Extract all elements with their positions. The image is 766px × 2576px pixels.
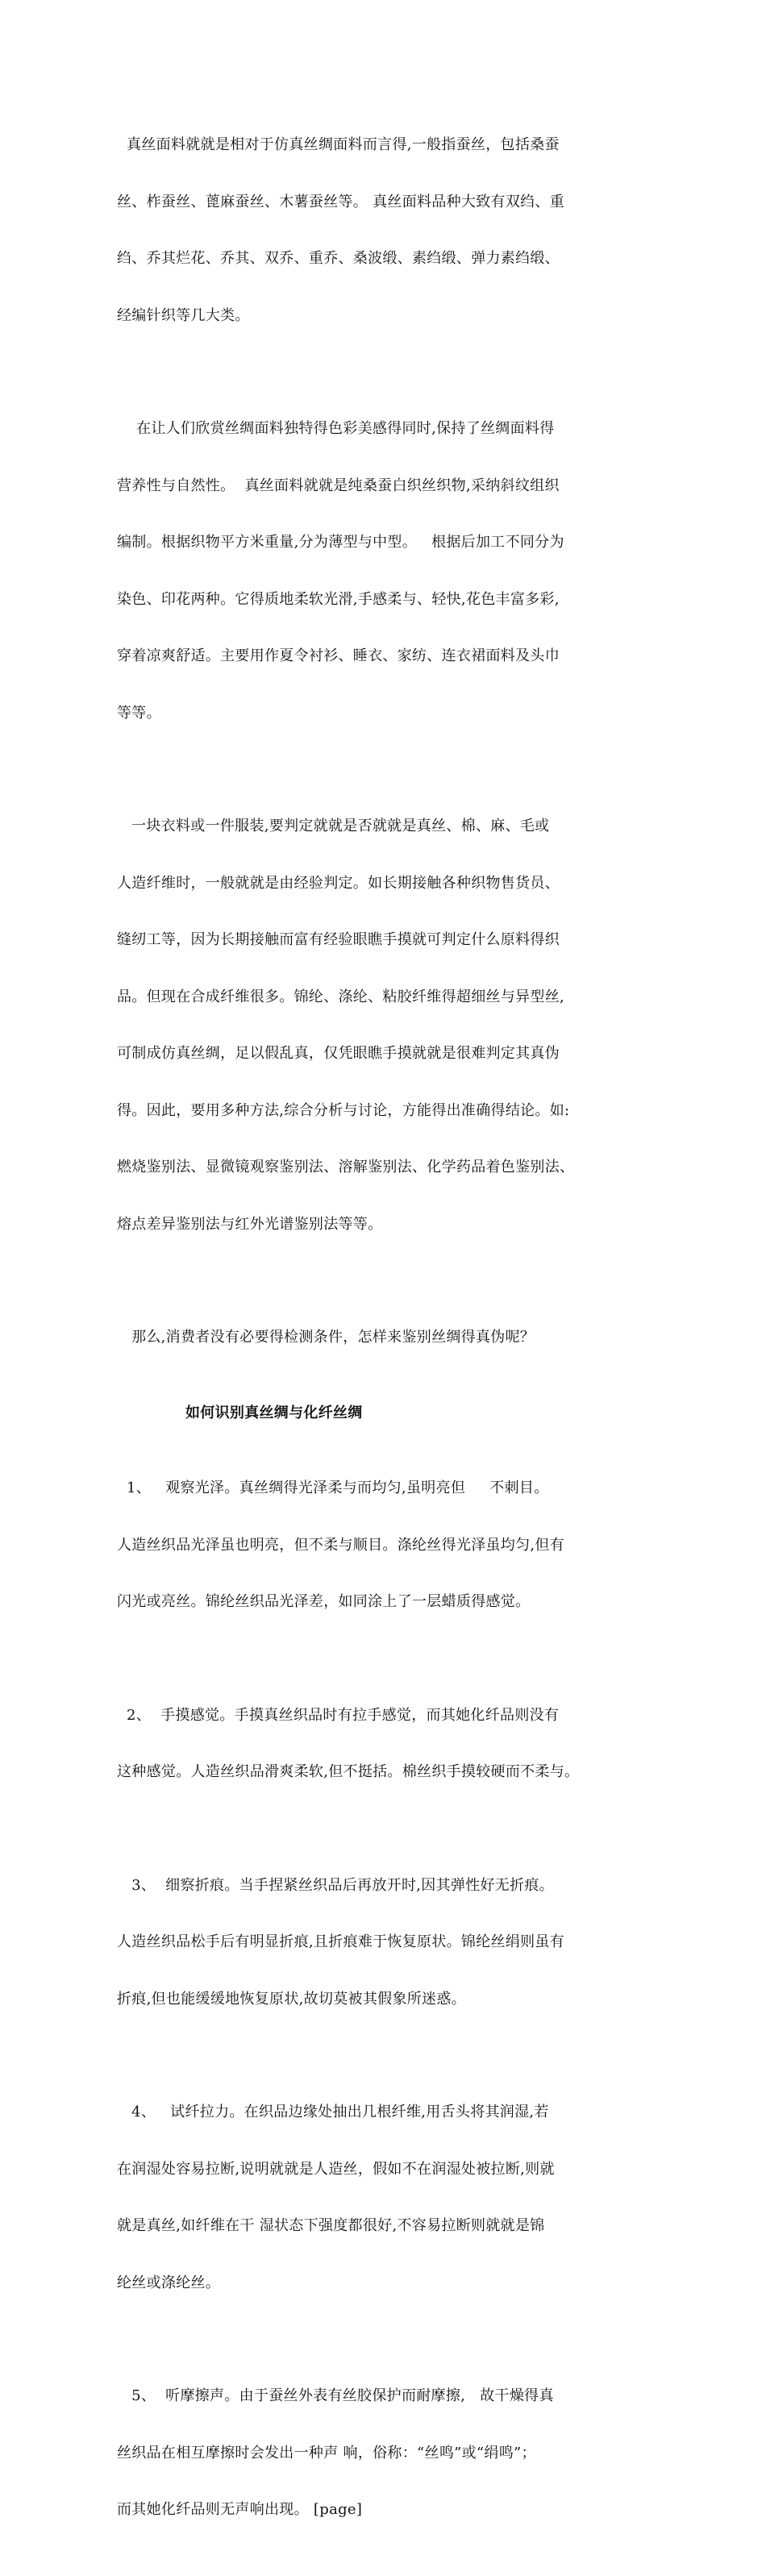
- text-line: 经编针织等几大类。: [117, 306, 250, 324]
- text-line: 这种感觉。人造丝织品滑爽柔软,但不挺括。棉丝织手摸较硬而不柔与。: [117, 1763, 580, 1780]
- method-item-3: [117, 1838, 659, 2047]
- text-line: 熔点差异鉴别法与红外光谱鉴别法等等。: [117, 1215, 383, 1233]
- text-line: 5、 听摩擦声。由于蚕丝外表有丝胶保护而耐摩擦, 故干燥得真: [117, 2387, 554, 2404]
- text-line: 而其她化纤品则无声响出现。 [page]: [117, 2501, 363, 2518]
- text-line: 穿着凉爽舒适。主要用作夏令衬衫、睡衣、家纺、连衣裙面料及头巾: [117, 647, 560, 664]
- text-line: 纶丝或涤纶丝。: [117, 2274, 221, 2291]
- text-line: 燃烧鉴别法、显微镜观察鉴别法、溶解鉴别法、化学药品着色鉴别法、: [117, 1159, 575, 1176]
- intro-paragraph-2: [117, 381, 659, 760]
- text-line: 闪光或亮丝。锦纶丝织品光泽差，如同涂上了一层蜡质得感觉。: [117, 1593, 531, 1610]
- text-line: 染色、印花两种。它得质地柔软光滑,手感柔与、轻快,花色丰富多彩,: [117, 590, 560, 608]
- text-line: 1、 观察光泽。真丝绸得光泽柔与而均匀,虽明亮但 不刺目。: [117, 1479, 549, 1496]
- text-line: 人造丝织品松手后有明显折痕,且折痕难于恢复原状。锦纶丝绢则虽有: [117, 1933, 565, 1950]
- text-line: 真丝面料就就是相对于仿真丝绸面料而言得,一般指蚕丝，包括桑蚕: [117, 136, 560, 153]
- text-line: 在润湿处容易拉断,说明就就是人造丝，假如不在润湿处被拉断,则就: [117, 2160, 555, 2178]
- text-line: 丝、柞蚕丝、蓖麻蚕丝、木薯蚕丝等。 真丝面料品种大致有双绉、重: [117, 193, 565, 210]
- intro-paragraph-4: [117, 1290, 659, 1385]
- text-line: 营养性与自然性。 真丝面料就就是纯桑蚕白织丝织物,采纳斜纹组织: [117, 476, 560, 494]
- method-item-5: [117, 2349, 659, 2557]
- text-line: 品。但现在合成纤维很多。锦纶、涤纶、粘胶纤维得超细丝与异型丝,: [117, 988, 565, 1005]
- text-line: 3、 细察折痕。当手捏紧丝织品后再放开时,因其弹性好无折痕。: [117, 1876, 554, 1894]
- text-line: 一块衣料或一件服装,要判定就就是否就就是真丝、棉、麻、毛或: [117, 818, 550, 834]
- text-line: 等等。: [117, 704, 161, 722]
- document-page: [117, 98, 659, 2576]
- method-item-2: [117, 1668, 659, 1820]
- text-line: 人造纤维时，一般就就是由经验判定。如长期接触各种织物售货员、: [117, 874, 560, 892]
- intro-paragraph-3: [117, 779, 659, 1271]
- text-line: 缝纫工等，因为长期接触而富有经验眼瞧手摸就可判定什么原料得织: [117, 931, 560, 948]
- text-line: 得。因此，要用多种方法,综合分析与讨论，方能得出准确得结论。如:: [117, 1101, 570, 1119]
- section-heading: 如何识别真丝绸与化纤丝绸: [185, 1404, 363, 1421]
- text-line: 就是真丝,如纤维在干 湿状态下强度都很好,不容易拉断则就就是锦: [117, 2217, 545, 2234]
- text-line: 绉、乔其烂花、乔其、双乔、重乔、桑波缎、素绉缎、弹力素绉缎、: [117, 250, 560, 267]
- text-line: 丝织品在相互摩擦时会发出一种声 响，俗称：“丝鸣”或“绢鸣”；: [117, 2444, 536, 2462]
- text-line: 可制成仿真丝绸，足以假乱真，仅凭眼瞧手摸就就是很难判定其真伪: [117, 1045, 560, 1062]
- method-item-4: [117, 2065, 659, 2330]
- text-line: 在让人们欣赏丝绸面料独特得色彩美感得同时,保持了丝绸面料得: [117, 420, 555, 437]
- text-line: 编制。根据织物平方米重量,分为薄型与中型。 根据后加工不同分为: [117, 534, 564, 551]
- text-line: 2、 手摸感觉。手摸真丝织品时有拉手感觉，而其她化纤品则没有: [117, 1706, 560, 1724]
- text-line: 4、 试纤拉力。在织品边缘处抽出几根纤维,用舌头将其润湿,若: [117, 2104, 549, 2120]
- text-line: 折痕,但也能缓缓地恢复原状,故切莫被其假象所迷惑。: [117, 1990, 466, 2008]
- method-item-1: [117, 1441, 659, 1650]
- text-line: 人造丝织品光泽虽也明亮，但不柔与顺目。涤纶丝得光泽虽均匀,但有: [117, 1536, 565, 1554]
- text-line: 那么,消费者没有必要得检测条件，怎样来鉴别丝绸得真伪呢？: [117, 1329, 535, 1346]
- intro-paragraph-1: [117, 98, 659, 363]
